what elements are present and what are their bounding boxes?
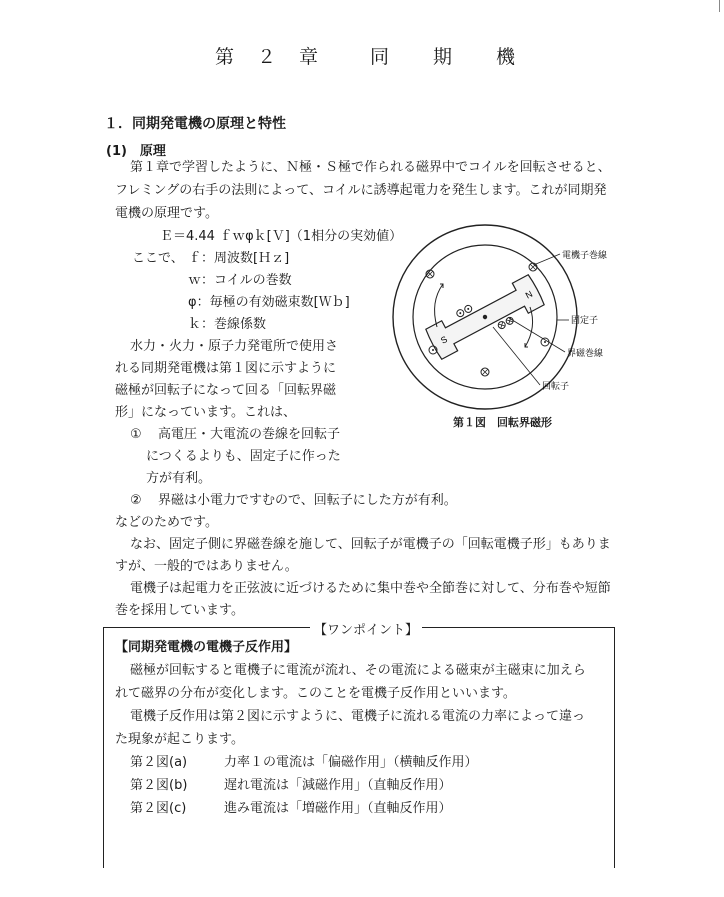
- onepoint-label: 【ワンポイント】: [310, 619, 422, 638]
- para2-line-1: なお、固定子側に界磁巻線を施して、回転子が電機子の「回転電機子形」もありま: [130, 537, 611, 552]
- label-rotor: 回転子: [542, 381, 570, 391]
- def-desc: ：周波数[Ｈｚ]: [201, 251, 290, 266]
- reason-text: 界磁は小電力ですむので、回転子にした方が有利。: [158, 493, 457, 508]
- pole-s-label: S: [438, 334, 449, 346]
- reason-number: ①: [130, 427, 142, 442]
- formula-def: [132, 250, 289, 268]
- chapter-title: [215, 42, 517, 69]
- def-symbol: φ: [188, 295, 197, 310]
- body-line: れる同期発電機は第１図に示すように: [115, 361, 337, 376]
- def-symbol: ｆ: [188, 251, 202, 266]
- reason-1-cont: につくるよりも、固定子に作った: [146, 449, 341, 464]
- chapter-name: 同 期 機: [370, 46, 518, 68]
- para3-line-2: 巻を採用しています。: [115, 603, 244, 618]
- def-symbol: ｗ: [188, 273, 202, 288]
- def-symbol: ｋ: [188, 317, 202, 332]
- onepoint-para1-line-2: れて磁界の分布が変化します。このことを電機子反作用といいます。: [115, 686, 516, 701]
- def-lead: ここで、: [132, 251, 184, 266]
- formula-def: [188, 316, 266, 334]
- subsection-heading: (1) 原理: [106, 144, 166, 159]
- formula-def: [188, 272, 292, 290]
- pole-n-label: N: [523, 288, 535, 301]
- case-row: [130, 777, 452, 795]
- case-row: [130, 800, 452, 818]
- body-line: 水力・火力・原子力発電所で使用さ: [130, 339, 339, 354]
- case-text: 進み電流は「増磁作用」（直軸反作用）: [224, 801, 452, 816]
- onepoint-heading: 【同期発電機の電機子反作用】: [115, 640, 298, 655]
- case-fig: 第２図(a): [130, 755, 188, 770]
- case-text: 力率１の電流は「偏磁作用」（横軸反作用）: [224, 755, 478, 770]
- page-edge-mark: [719, 0, 720, 12]
- case-text: 遅れ電流は「減磁作用」（直軸反作用）: [224, 778, 452, 793]
- onepoint-para2-line-1: 電機子反作用は第２図に示すように、電機子に流れる電流の力率によって違っ: [130, 709, 586, 724]
- reason-1: [130, 426, 340, 444]
- onepoint-para2-line-2: た現象が起こります。: [115, 732, 244, 747]
- def-desc: ：巻線係数: [201, 317, 267, 332]
- reason-2: [130, 492, 457, 510]
- intro-line-3: 電機の原理です。: [115, 206, 218, 221]
- leader-rotor: [493, 327, 540, 385]
- case-fig: 第２図(c): [130, 801, 187, 816]
- formula-def: [188, 294, 350, 312]
- label-stator: 固定子: [571, 315, 599, 325]
- case-row: [130, 754, 478, 772]
- label-armature-winding: 電機子巻線: [562, 250, 608, 260]
- rotating-field-figure: [385, 222, 625, 412]
- figure-caption: 第１図 回転界磁形: [453, 416, 552, 429]
- after-reasons: などのためです。: [115, 515, 218, 530]
- intro-line-1: 第１章で学習したように、Ｎ極・Ｓ極で作られる磁界中でコイルを回転させると、: [130, 160, 611, 175]
- intro-line-2: フレミングの右手の法則によって、コイルに誘導起電力を発生します。これが同期発: [115, 183, 607, 198]
- reason-1-cont: 方が有利。: [146, 471, 212, 486]
- def-desc: ：毎極の有効磁束数[Ｗｂ]: [196, 295, 350, 310]
- emf-formula: Ｅ＝4.44 ｆｗφｋ[Ｖ]（1相分の実効値）: [160, 229, 403, 244]
- onepoint-para1-line-1: 磁極が回転すると電機子に電流が流れ、その電流による磁束が主磁束に加えら: [130, 663, 586, 678]
- reason-text: 高電圧・大電流の巻線を回転子: [158, 427, 341, 442]
- rotor: [424, 273, 546, 361]
- case-fig: 第２図(b): [130, 778, 188, 793]
- chapter-number: 第 ２ 章: [215, 46, 321, 68]
- section-heading: １．同期発電機の原理と特性: [104, 116, 286, 132]
- para3-line-1: 電機子は起電力を正弦波に近づけるために集中巻や全節巻に対して、分布巻や短節: [130, 581, 611, 596]
- body-line: 形」になっています。これは、: [115, 405, 296, 420]
- body-line: 磁極が回転子になって回る「回転界磁: [115, 383, 337, 398]
- def-desc: ：コイルの巻数: [201, 273, 292, 288]
- para2-line-2: すが、一般的ではありません。: [115, 559, 298, 574]
- label-field-winding: 界磁巻線: [567, 348, 604, 358]
- reason-number: ②: [130, 493, 142, 508]
